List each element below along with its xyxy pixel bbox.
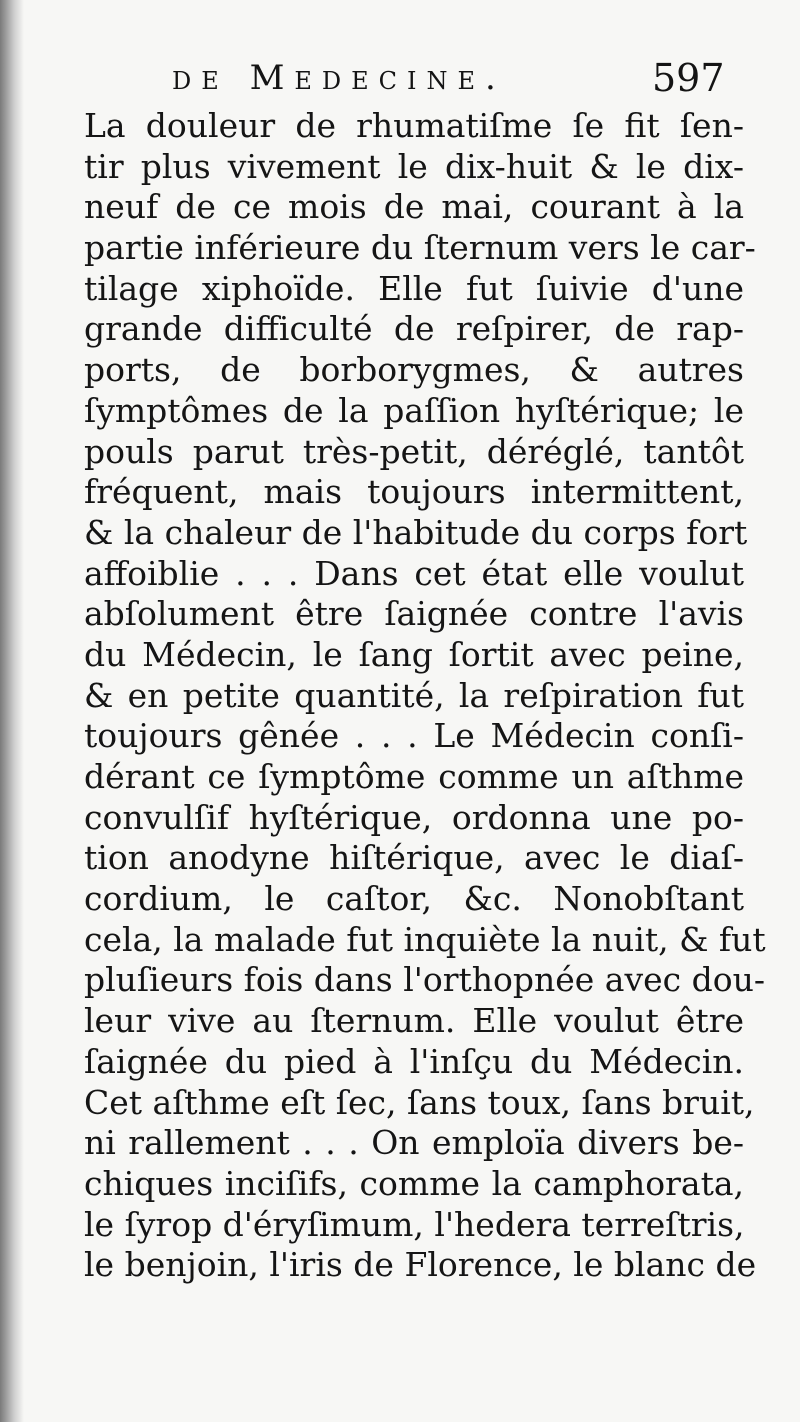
text-line: abſolument être ſaignée contre l'avis: [84, 594, 744, 634]
text-line: fréquent, mais toujours intermittent,: [84, 472, 744, 512]
text-line: neuf de ce mois de mai, courant à la: [84, 187, 744, 227]
text-line: chiques inciſifs, comme la camphorata,: [84, 1163, 744, 1203]
text-line: La douleur de rhumatiſme ſe fit ſen-: [84, 106, 744, 145]
text-line: ports, de borborygmes, & autres: [84, 350, 744, 390]
text-line: partie inférieure du ſternum vers le car-: [84, 228, 756, 268]
text-line: pluſieurs fois dans l'orthopnée avec dou-: [84, 960, 766, 1000]
text-line: tion anodyne hiſtérique, avec le diaſ-: [84, 838, 744, 878]
text-line: tilage xiphoïde. Elle fut ſuivie d'une: [84, 268, 744, 308]
page-header: [0, 56, 800, 104]
text-line: affoiblie . . . Dans cet état elle voulut: [84, 553, 744, 593]
text-line: Cet aſthme eſt ſec, ſans toux, ſans bruit,: [84, 1082, 755, 1122]
text-line: & la chaleur de l'habitude du corps fort: [84, 512, 748, 552]
text-line: ni rallement . . . On emploïa divers be-: [84, 1123, 744, 1163]
text-line: cela, la malade fut inquiète la nuit, & fut: [84, 919, 766, 959]
text-line: le benjoin, l'iris de Florence, le blanc de: [84, 1245, 757, 1285]
text-line: pouls parut très-petit, déréglé, tantôt: [84, 431, 744, 471]
text-line: ſymptômes de la paſſion hyſtérique; le: [84, 390, 744, 430]
page-number: 597: [652, 56, 725, 100]
text-line: tir plus vivement le dix-huit & le dix-: [84, 146, 744, 186]
text-line: convulſif hyſtérique, ordonna une po-: [84, 797, 744, 837]
text-line: leur vive au ſternum. Elle voulut être: [84, 1001, 744, 1041]
text-line: dérant ce ſymptôme comme un aſthme: [84, 757, 744, 796]
text-line: & en petite quantité, la reſpiration fut: [84, 675, 744, 715]
text-line: le ſyrop d'éryſimum, l'hedera terreſtris,: [84, 1204, 745, 1244]
text-line: ſaignée du pied à l'inſçu du Médecin.: [84, 1041, 744, 1081]
text-line: toujours gênée . . . Le Médecin conſi-: [84, 716, 744, 756]
binding-shadow: [0, 0, 24, 1422]
body-text: [84, 106, 766, 1286]
running-title: de Medecine.: [172, 58, 506, 98]
text-line: du Médecin, le ſang ſortit avec peine,: [84, 634, 744, 674]
text-line: cordium, le caſtor, &c. Nonobſtant: [84, 879, 744, 919]
text-line: grande difficulté de reſpirer, de rap-: [84, 309, 744, 349]
